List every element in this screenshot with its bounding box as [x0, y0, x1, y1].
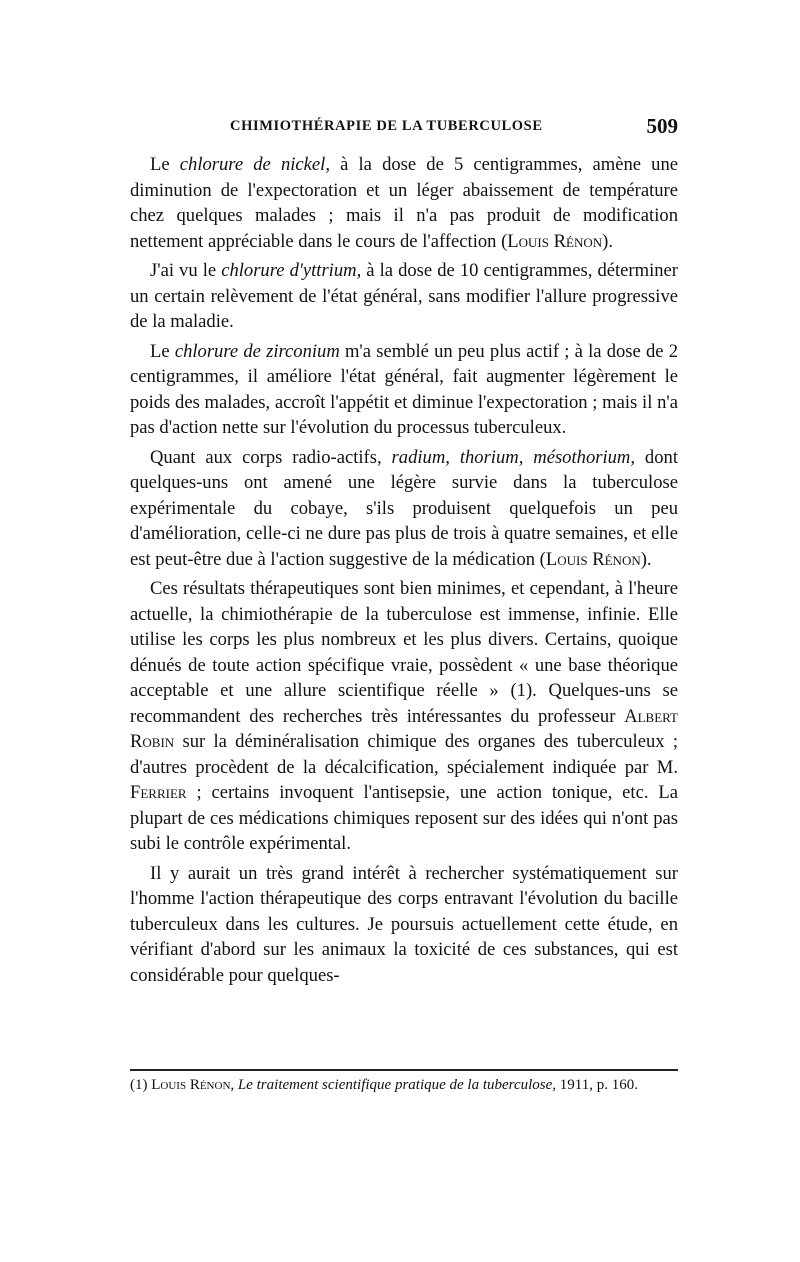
- text-run: à la dose de 5 centigrammes, amène une diminution de l'expectoration et un léger abaissement de température chez quelques malades ; mais il n'a pas produit de modification nettement appréciable dans le cours de l'affection (: [130, 154, 679, 252]
- text-run: Le: [150, 154, 180, 175]
- footnote-rule: [130, 1069, 678, 1071]
- footnote-citation: , 1911, p. 160.: [552, 1077, 638, 1093]
- author-name: Ferrier: [130, 782, 187, 803]
- italic-term: radium, thorium, mésothorium,: [391, 446, 636, 468]
- text-run: Le: [150, 340, 175, 362]
- running-title: CHIMIOTHÉRAPIE DE LA TUBERCULOSE: [230, 118, 543, 134]
- italic-term: chlorure de zirconium: [174, 340, 340, 362]
- author-name: Louis Rénon: [507, 230, 603, 252]
- text-run: Quant aux corps radio-actifs,: [150, 446, 392, 468]
- text-run: J'ai vu le: [150, 260, 222, 281]
- paragraph-results: [130, 576, 678, 857]
- paragraph-radioactive: [130, 445, 678, 573]
- italic-term: chlorure d'yttrium,: [221, 260, 362, 281]
- paragraph-yttrium: [130, 258, 678, 335]
- footnote-title: Le traitement scientifique pratique de la tuberculose: [237, 1077, 553, 1093]
- text-run: ).: [602, 230, 613, 252]
- running-header: [130, 112, 678, 142]
- text-run: ; certains invoquent l'antisepsie, une action tonique, etc. La plupart de ces médications chimiques reposent sur des idées qui n'ont pas subi le contrôle expérimental.: [130, 782, 678, 854]
- text-run: ,: [230, 1077, 238, 1093]
- text-run: Il y aurait un très grand intérêt à rechercher systématiquement sur l'homme l'action thérapeutique des corps entravant l'évolution du bacille tuberculeux dans les cultures. Je poursuis actuellement cette étude, en vérifiant d'abord sur les animaux la toxicité de ces substances, qui est considérable pour quelques-: [130, 862, 678, 986]
- italic-term: chlorure de nickel,: [179, 154, 330, 175]
- text-run: à la dose de 10 centigrammes, déterminer un certain relèvement de l'état général, sans modifier l'allure progressive de la maladie.: [130, 260, 678, 332]
- author-name: Louis Rénon: [545, 548, 641, 570]
- page-number: 509: [646, 114, 678, 138]
- text-run: dont quelques-uns ont amené une légère survie dans la tuberculose expérimentale du cobaye, s'ils produisent quelquefois un peu d'amélioration, celle-ci ne dure pas plus de trois à quatre semaines, et elle est peut-être due à l'action suggestive de la médication (: [130, 446, 678, 570]
- body-text: [130, 152, 678, 992]
- footnote-author: Louis Rénon: [151, 1077, 231, 1093]
- footnote: [130, 1076, 678, 1095]
- paragraph-research: [130, 861, 678, 989]
- text-run: m'a semblé un peu plus actif ; à la dose de 2 centigrammes, il améliore l'état général, fait augmenter légèrement le poids des malades, accroît l'appétit et diminue l'expectoration ; mais il n'a pas d'action nette sur l'évolution du processus tuberculeux.: [130, 340, 679, 438]
- author-name: Albert Robin: [130, 705, 678, 752]
- text-run: Ces résultats thérapeutiques sont bien minimes, et cependant, à l'heure actuelle, la chimiothérapie de la tuberculose est immense, infinie. Elle utilise les corps les plus nombreux et les plus divers. Certains, quoique dénués de toute action spécifique vraie, possèdent « une base théorique acceptable et une allure scientifique réelle » (1). Quelques-uns se recommandent des recherches très intéressantes du professeur: [130, 578, 678, 727]
- paragraph-zirconium: [130, 339, 678, 441]
- paragraph-nickel: [130, 152, 678, 254]
- text-run: sur la déminéralisation chimique des organes des tuberculeux ; d'autres procèdent de la décalcification, spécialement indiquée par M.: [130, 731, 678, 778]
- footnote-marker: (1): [130, 1077, 152, 1093]
- text-run: ).: [640, 548, 652, 570]
